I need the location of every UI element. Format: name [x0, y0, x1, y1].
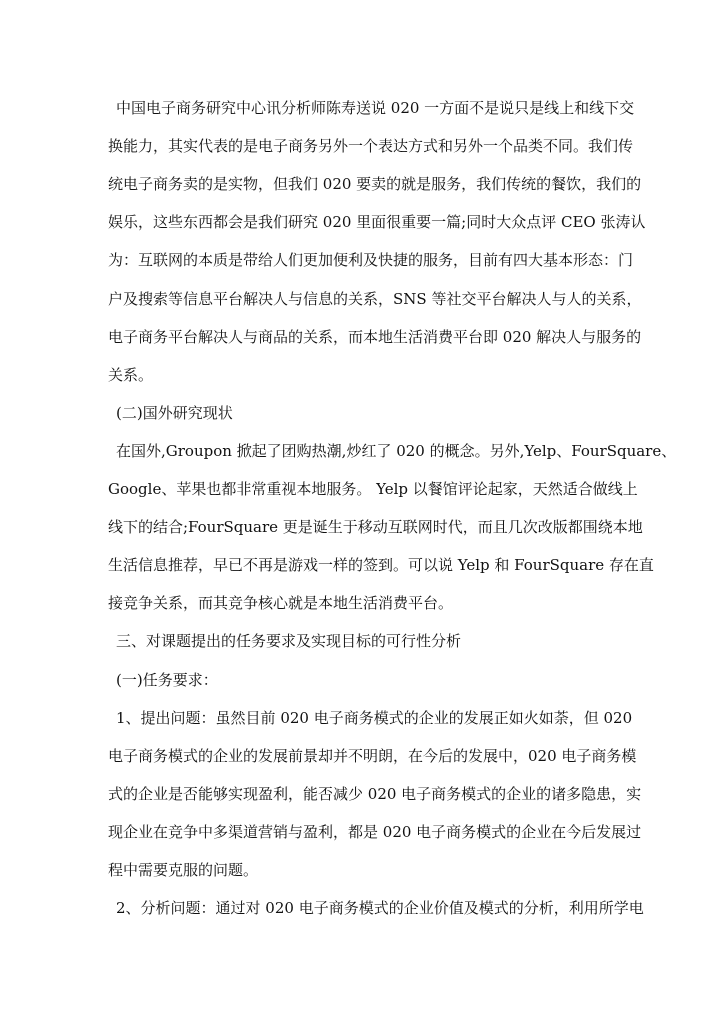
text-line: Google、苹果也都非常重视本地服务。 Yelp 以餐馆评论起家，天然适合做线上	[108, 480, 638, 498]
text-line: 电子商务平台解决人与商品的关系，而本地生活消费平台即 020 解决人与服务的	[108, 327, 642, 346]
text-line: 生活信息推荐，早已不再是游戏一样的签到。可以说 Yelp 和 FourSquare 存在直	[108, 556, 654, 575]
text-line: (二)国外研究现状	[116, 403, 233, 422]
text-line: 电子商务模式的企业的发展前景却并不明朗，在今后的发展中，020 电子商务模	[108, 746, 637, 765]
text-line: 换能力，其实代表的是电子商务另外一个表达方式和另外一个品类不同。我们传	[108, 137, 634, 156]
text-line: 中国电子商务研究中心讯分析师陈寿送说 020 一方面不是说只是线上和线下交	[116, 99, 635, 117]
text-line: 2、分析问题：通过对 020 电子商务模式的企业价值及模式的分析，利用所学电	[116, 899, 644, 918]
text-line: 接竞争关系，而其竞争核心就是本地生活消费平台。	[108, 594, 454, 613]
text-line: 三、对课题提出的任务要求及实现目标的可行性分析	[116, 632, 462, 651]
text-line: 户及搜索等信息平台解决人与信息的关系，SNS 等社交平台解决人与人的关系，	[108, 289, 642, 308]
text-line: 线下的结合;FourSquare 更是诞生于移动互联网时代，而且几次改版都围绕本地	[108, 518, 643, 537]
text-line: 关系。	[108, 365, 154, 384]
text-line: 现企业在竞争中多渠道营销与盈利，都是 020 电子商务模式的企业在今后发展过	[108, 822, 642, 841]
text-line: 娱乐，这些东西都会是我们研究 020 里面很重要一篇;同时大众点评 CEO 张涛认	[108, 213, 646, 232]
text-line: (一)任务要求：	[116, 670, 218, 689]
text-line: 1、提出问题：虽然目前 020 电子商务模式的企业的发展正如火如荼，但 020	[116, 708, 633, 727]
text-line: 为：互联网的本质是带给人们更加便利及快捷的服务，目前有四大基本形态：门	[108, 251, 634, 270]
text-line: 式的企业是否能够实现盈利，能否减少 020 电子商务模式的企业的诸多隐患，实	[108, 784, 642, 803]
text-line: 统电子商务卖的是实物，但我们 020 要卖的就是服务，我们传统的餐饮，我们的	[108, 175, 642, 194]
text-line: 程中需要克服的问题。	[108, 861, 259, 879]
text-line: 在国外,Groupon 掀起了团购热潮,炒红了 020 的概念。另外,Yelp、FourSquare、	[116, 441, 677, 460]
